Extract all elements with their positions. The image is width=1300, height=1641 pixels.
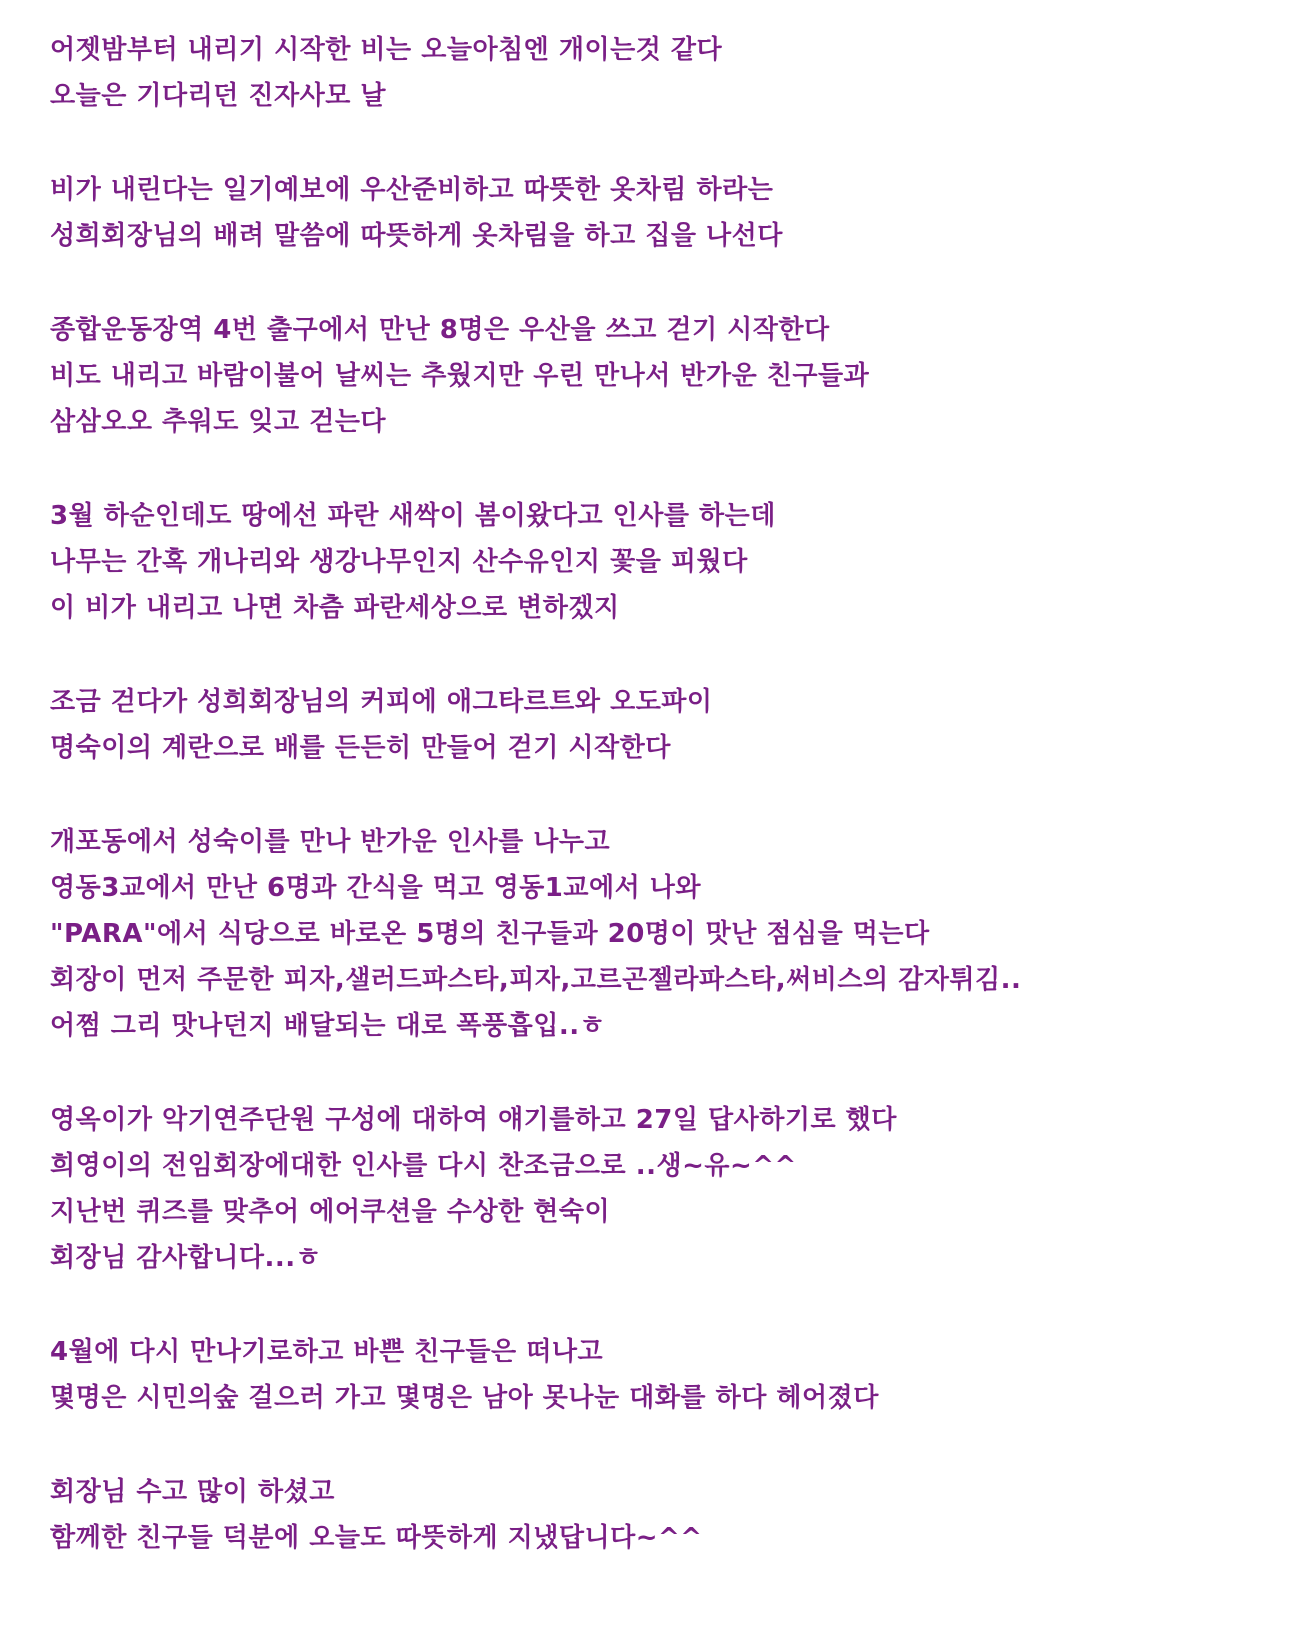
text-line: 비도 내리고 바람이불어 날씨는 추웠지만 우린 만나서 반가운 친구들과 <box>50 361 870 391</box>
text-line: 명숙이의 계란으로 배를 든든히 만들어 걷기 시작한다 <box>50 733 671 763</box>
text-line: 지난번 퀴즈를 맞추어 에어쿠션을 수상한 현숙이 <box>50 1197 611 1227</box>
text-line: 개포동에서 성숙이를 만나 반가운 인사를 나누고 <box>50 827 611 857</box>
document-body <box>50 27 1280 1609</box>
paragraph <box>50 819 1280 1049</box>
text-line: 비가 내린다는 일기예보에 우산준비하고 따뜻한 옷차림 하라는 <box>50 175 774 205</box>
text-line: 몇명은 시민의숲 걸으러 가고 몇명은 남아 못나눈 대화를 하다 헤어졌다 <box>50 1383 879 1413</box>
text-line: 이 비가 내리고 나면 차츰 파란세상으로 변하겠지 <box>50 593 620 623</box>
text-line: 회장님 감사합니다...ㅎ <box>50 1243 322 1273</box>
text-line: "PARA"에서 식당으로 바로온 5명의 친구들과 20명이 맛난 점심을 먹는다 <box>50 919 930 949</box>
text-line: 어젯밤부터 내리기 시작한 비는 오늘아침엔 개이는것 같다 <box>50 35 723 65</box>
text-line: 4월에 다시 만나기로하고 바쁜 친구들은 떠나고 <box>50 1337 604 1367</box>
text-line: 종합운동장역 4번 출구에서 만난 8명은 우산을 쓰고 걷기 시작한다 <box>50 315 830 345</box>
text-line: 영동3교에서 만난 6명과 간식을 먹고 영동1교에서 나와 <box>50 873 702 903</box>
paragraph <box>50 307 1280 445</box>
text-line: 회장이 먼저 주문한 피자,샐러드파스타,피자,고르곤젤라파스타,써비스의 감자튀김.. <box>50 965 1022 995</box>
text-line: 나무는 간혹 개나리와 생강나무인지 산수유인지 꽃을 피웠다 <box>50 547 748 577</box>
paragraph <box>50 1329 1280 1421</box>
paragraph <box>50 167 1280 259</box>
paragraph <box>50 679 1280 771</box>
text-line: 함께한 친구들 덕분에 오늘도 따뜻하게 지냈답니다~^^ <box>50 1523 703 1553</box>
paragraph <box>50 493 1280 631</box>
paragraph <box>50 1097 1280 1281</box>
text-line: 삼삼오오 추워도 잊고 걷는다 <box>50 407 387 437</box>
text-line: 희영이의 전임회장에대한 인사를 다시 찬조금으로 ..생~유~^^ <box>50 1151 797 1181</box>
text-line: 어쩜 그리 맛나던지 배달되는 대로 폭풍흡입..ㅎ <box>50 1011 606 1041</box>
text-line: 영옥이가 악기연주단원 구성에 대하여 얘기를하고 27일 답사하기로 했다 <box>50 1105 897 1135</box>
text-line: 조금 걷다가 성희회장님의 커피에 애그타르트와 오도파이 <box>50 687 713 717</box>
text-line: 오늘은 기다리던 진자사모 날 <box>50 81 387 111</box>
text-line: 3월 하순인데도 땅에선 파란 새싹이 봄이왔다고 인사를 하는데 <box>50 501 776 531</box>
text-line: 회장님 수고 많이 하셨고 <box>50 1477 335 1507</box>
text-line: 성희회장님의 배려 말씀에 따뜻하게 옷차림을 하고 집을 나선다 <box>50 221 783 251</box>
paragraph <box>50 27 1280 119</box>
paragraph <box>50 1469 1280 1561</box>
